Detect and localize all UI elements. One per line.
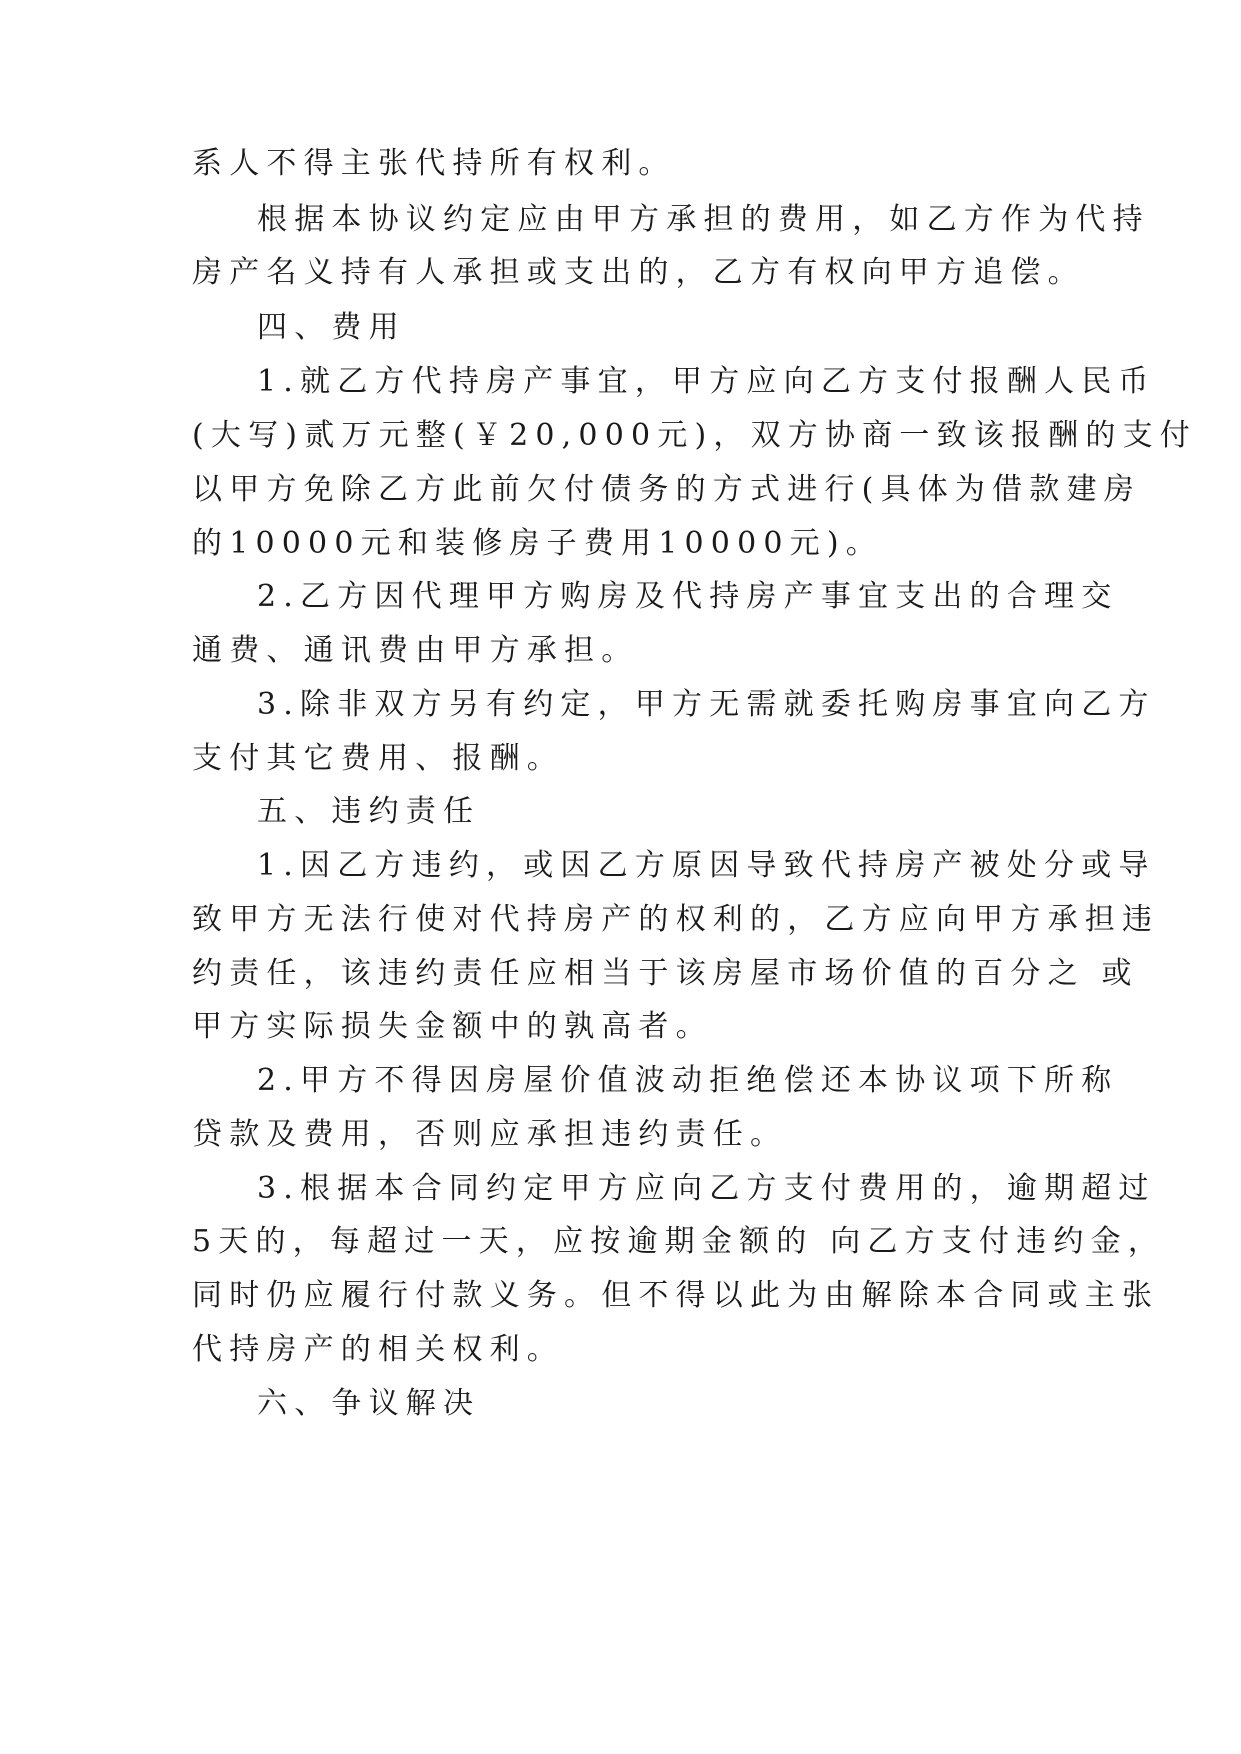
text-line: 甲方实际损失金额中的孰高者。 xyxy=(192,1009,713,1044)
text-line: 2.乙方因代理甲方购房及代持房产事宜支出的合理交 xyxy=(257,579,1119,614)
text-line: 3.根据本合同约定甲方应向乙方支付费用的，逾期超过 xyxy=(257,1171,1156,1206)
text-line: 贷款及费用，否则应承担违约责任。 xyxy=(192,1117,788,1152)
text-line: 通费、通讯费由甲方承担。 xyxy=(192,633,639,668)
text-line: 同时仍应履行付款义务。但不得以此为由解除本合同或主张 xyxy=(192,1278,1160,1313)
text-line: 约责任，该违约责任应相当于该房屋市场价值的百分之 或 xyxy=(192,956,1139,991)
text-line: (大写)贰万元整(￥20,000元)，双方协商一致该报酬的支付 xyxy=(192,418,1197,453)
text-line: 1.因乙方违约，或因乙方原因导致代持房产被处分或导 xyxy=(257,848,1156,883)
section-heading: 六、争议解决 xyxy=(257,1386,481,1421)
text-line: 房产名义持有人承担或支出的，乙方有权向甲方追偿。 xyxy=(192,255,1085,290)
text-line: 代持房产的相关权利。 xyxy=(192,1332,564,1367)
text-line: 以甲方免除乙方此前欠付债务的方式进行(具体为借款建房 xyxy=(192,472,1141,507)
section-heading: 五、违约责任 xyxy=(257,794,481,829)
text-line: 根据本协议约定应由甲方承担的费用，如乙方作为代持 xyxy=(257,202,1150,237)
text-line: 的10000元和装修房子费用10000元)。 xyxy=(192,526,883,561)
text-line: 3.除非双方另有约定，甲方无需就委托购房事宜向乙方 xyxy=(257,687,1156,722)
text-line: 5天的，每超过一天，应按逾期金额的 向乙方支付违约金， xyxy=(192,1224,1166,1259)
section-heading: 四、费用 xyxy=(257,310,406,345)
text-line: 1.就乙方代持房产事宜，甲方应向乙方支付报酬人民币 xyxy=(257,364,1156,399)
text-line: 2.甲方不得因房屋价值波动拒绝偿还本协议项下所称 xyxy=(257,1063,1119,1098)
text-line: 致甲方无法行使对代持房产的权利的，乙方应向甲方承担违 xyxy=(192,902,1160,937)
text-line: 支付其它费用、报酬。 xyxy=(192,741,564,776)
text-line: 系人不得主张代持所有权利。 xyxy=(192,146,676,181)
